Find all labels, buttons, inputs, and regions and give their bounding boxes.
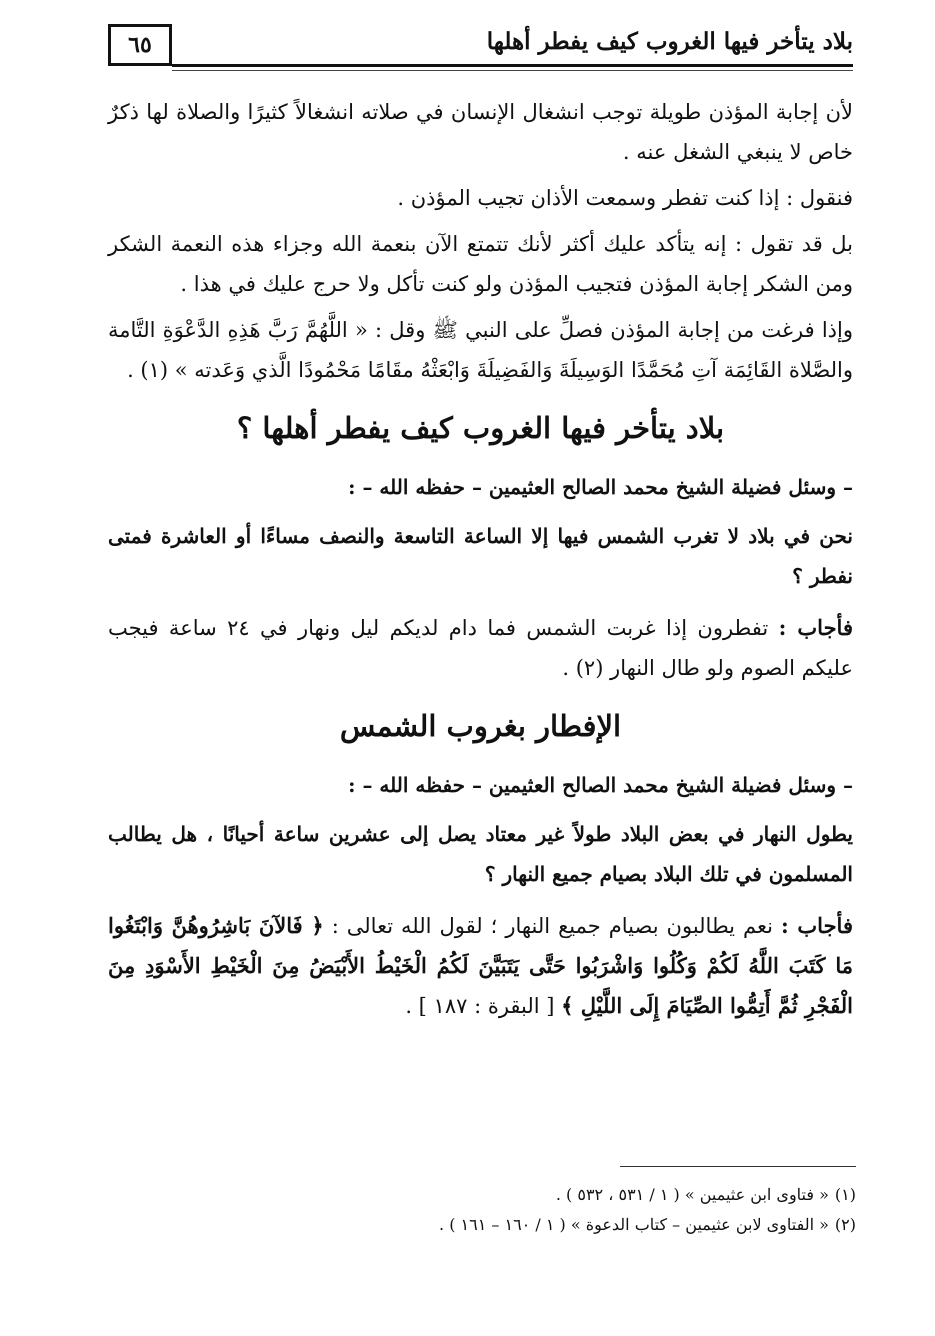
question-2: يطول النهار في بعض البلاد طولاً غير معتاد يصل إلى عشرين ساعة أحيانًا ، هل يطالب المسلمون في تلك البلاد بصيام جميع النهار ؟ [108, 822, 853, 886]
footnote-rule [620, 1166, 856, 1167]
footnote-text-1: « فتاوى ابن عثيمين » ( ١ / ٥٣١ ، ٥٣٢ ) . [555, 1185, 829, 1204]
answer-2 [108, 906, 853, 1026]
footnote-mark-1: (١) [834, 1185, 856, 1204]
paragraph-4: وإذا فرغت من إجابة المؤذن فصلِّ على النبي ﷺ وقل : « اللَّهُمَّ رَبَّ هَذِهِ الدَّعْوَةِ التَّامة والصَّلاة القَائِمَة آتِ مُحَمَّدًا الوَسِيلَةَ وَالفَضِيلَةَ وَابْعَثْهُ مقَامًا مَحْمُودًا الَّذي وَعَدته » (١) . [108, 318, 853, 382]
answer-text-2: نعم يطالبون بصيام جميع النهار ؛ لقول الله تعالى : [331, 914, 773, 938]
answer-1 [108, 608, 853, 688]
footnote-1 [300, 1180, 856, 1210]
quran-verse: ﴿ فَالآنَ بَاشِرُوهُنَّ وَابْتَغُوا مَا كَتَبَ اللَّهُ لَكُمْ وَكُلُوا وَاشْرَبُوا حَتَّى يَتَبَيَّنَ لَكُمُ الْخَيْطُ الأَبْيَضُ مِنَ الْخَيْطِ الأَسْوَدِ مِنَ الْفَجْرِ ثُمَّ أَتِمُّوا الصِّيَامَ إِلَى اللَّيْلِ ﴾ [108, 913, 853, 1018]
footnote-mark-2: (٢) [834, 1215, 856, 1234]
section-heading-late-sunset: بلاد يتأخر فيها الغروب كيف يفطر أهلها ؟ [236, 411, 725, 445]
paragraph-2: فنقول : إذا كنت تفطر وسمعت الأذان تجيب المؤذن . [397, 186, 853, 210]
paragraph-3: بل قد تقول : إنه يتأكد عليك أكثر لأنك تتمتع الآن بنعمة الله وجزاء هذه النعمة الشكر ومن الشكر إجابة المؤذن فتجيب المؤذن ولو كنت تأكل ولا حرج عليك في هذا . [108, 232, 853, 296]
answer-text-1: تفطرون إذا غربت الشمس فما دام لديكم ليل ونهار في ٢٤ ساعة فيجب عليكم الصوم ولو طال النهار (٢) . [108, 616, 853, 680]
question-1: نحن في بلاد لا تغرب الشمس فيها إلا الساعة التاسعة والنصف مساءًا أو العاشرة فمتى نفطر ؟ [108, 524, 853, 588]
page-body [108, 92, 853, 1032]
footnote-text-2: « الفتاوى لابن عثيمين – كتاب الدعوة » ( ١ / ١٦٠ – ١٦١ ) . [439, 1215, 829, 1234]
page-header [108, 24, 853, 74]
header-rule [172, 64, 853, 67]
footnote-2 [300, 1210, 856, 1240]
page-number: ٦٥ [108, 24, 172, 66]
answer-label-1: فأجاب : [778, 615, 853, 640]
verse-citation: [ البقرة : ١٨٧ ] . [405, 994, 555, 1018]
question-intro-1: – وسئل فضيلة الشيخ محمد الصالح العثيمين – حفظه الله – : [348, 475, 853, 499]
paragraph-1: لأن إجابة المؤذن طويلة توجب انشغال الإنسان في صلاته انشغالاً كثيرًا والصلاة لها ذكرٌ خاص لا ينبغي الشغل عنه . [108, 100, 853, 164]
header-rule-thin [172, 70, 853, 71]
footnotes [300, 1180, 856, 1240]
running-title: بلاد يتأخر فيها الغروب كيف يفطر أهلها [486, 28, 853, 55]
section-heading-iftar-sunset: الإفطار بغروب الشمس [339, 709, 622, 743]
answer-label-2: فأجاب : [781, 913, 853, 938]
question-intro-2: – وسئل فضيلة الشيخ محمد الصالح العثيمين – حفظه الله – : [348, 773, 853, 797]
